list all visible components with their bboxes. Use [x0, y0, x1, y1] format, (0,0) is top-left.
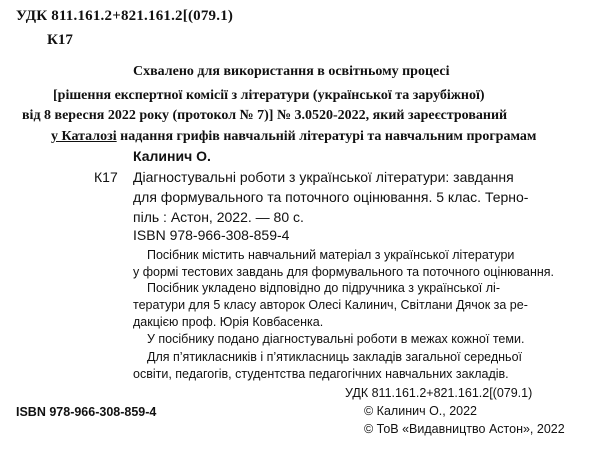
copyright-author: © Калинич О., 2022 [364, 404, 478, 418]
annotation-line: у формі тестових завдань для формувального та поточного оцінювання. [133, 265, 555, 279]
annotation-line: освіти, педагогів, студентства педагогічних навчальних закладів. [133, 367, 509, 381]
catalog-underlined: у Каталозі [51, 129, 117, 144]
card-k17: К17 [94, 169, 118, 185]
approval-line-4 [51, 129, 536, 145]
approval-line-2: [рішення експертної комісії з літератури (української та зарубіжної) [53, 88, 485, 103]
annotation-line: У посібнику подано діагностувальні роботи в межах кожної теми. [147, 332, 525, 346]
card-author: Калинич О. [133, 148, 211, 164]
annotation-line: Посібник містить навчальний матеріал з української літератури [147, 248, 515, 262]
annotation-line: дакцією проф. Юрія Ковбасенка. [133, 315, 324, 329]
k17-header: К17 [47, 32, 73, 48]
card-isbn: ISBN 978-966-308-859-4 [133, 227, 290, 243]
udk-header: УДК 811.161.2+821.161.2[(079.1) [16, 8, 234, 24]
card-udk: УДК 811.161.2+821.161.2[(079.1) [345, 386, 533, 400]
card-title-line: для формувального та поточного оцінювання. 5 клас. Терно- [133, 189, 529, 205]
catalog-rest: надання грифів навчальній літературі та навчальним програмам [116, 129, 537, 144]
annotation-line: тератури для 5 класу авторок Олесі Калинич, Світлани Дячок за ре- [133, 298, 528, 312]
copyright-publisher: © ТоВ «Видавництво Астон», 2022 [364, 422, 565, 436]
card-title-line: Діагностувальні роботи з української літератури: завдання [133, 169, 514, 185]
annotation-line: Посібник укладено відповідно до підручника з української лі- [147, 281, 500, 295]
approval-line-1: Схвалено для використання в освітньому процесі [133, 64, 450, 79]
annotation-line: Для п’ятикласників і п’ятикласниць закладів загальної середньої [147, 350, 522, 364]
card-title-line: піль : Астон, 2022. — 80 с. [133, 209, 304, 225]
approval-line-3: від 8 вересня 2022 року (протокол № 7)] № 3.0520-2022, який зареєстрований [22, 108, 508, 123]
footer-isbn: ISBN 978-966-308-859-4 [16, 405, 157, 419]
